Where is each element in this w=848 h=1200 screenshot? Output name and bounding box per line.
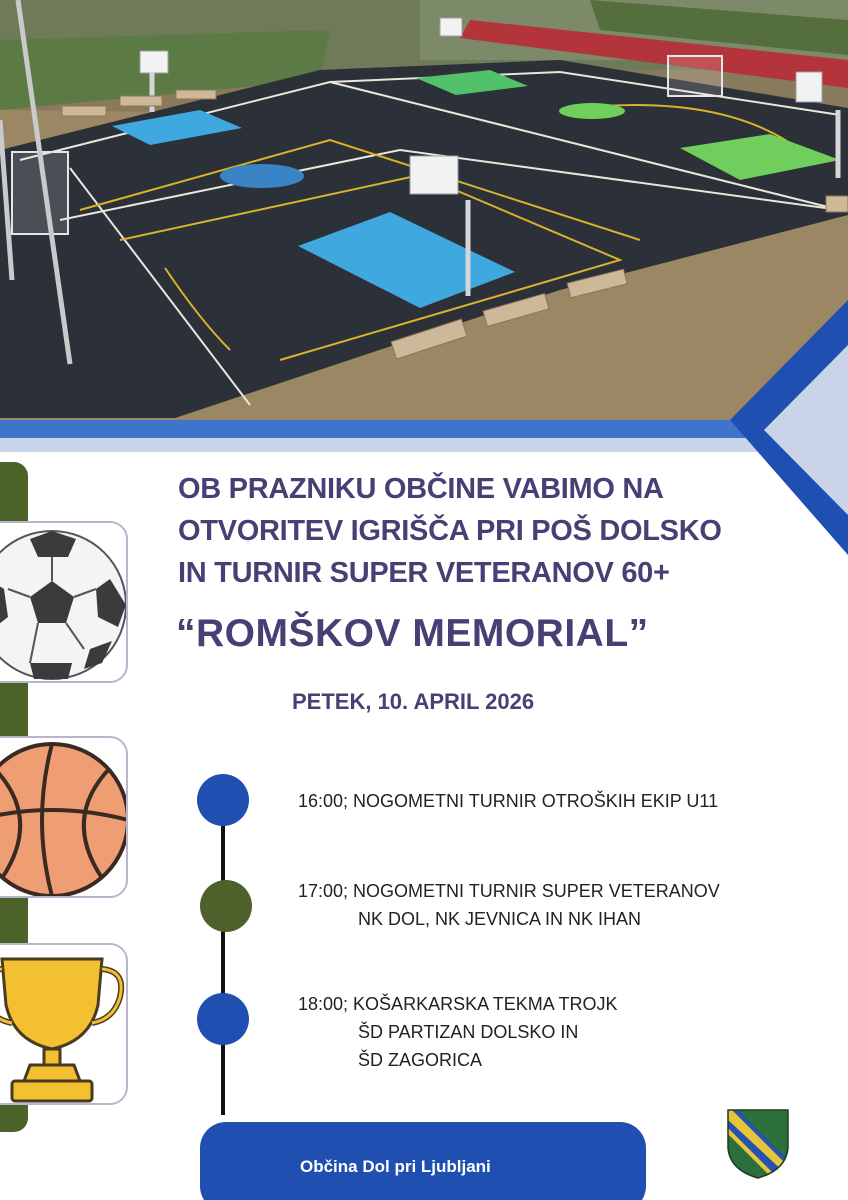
- header-band-blue: [0, 420, 760, 438]
- schedule-item-2: [298, 877, 720, 933]
- schedule-item-3-line-3: ŠD ZAGORICA: [358, 1050, 483, 1070]
- trophy-tile: [0, 943, 128, 1105]
- timeline-dot-1: [197, 774, 249, 826]
- schedule-item-3-line-2: ŠD PARTIZAN DOLSKO IN: [358, 1022, 579, 1042]
- timeline-dot-2: [200, 880, 252, 932]
- basketball-tile: [0, 736, 128, 898]
- municipality-crest-icon: [726, 1108, 790, 1180]
- schedule-item-2-line-1: 17:00; NOGOMETNI TURNIR SUPER VETERANOV: [298, 881, 720, 901]
- timeline-dot-3: [197, 993, 249, 1045]
- schedule-item-1: [298, 787, 718, 815]
- soccer-ball-icon: [0, 523, 128, 683]
- event-date: PETEK, 10. APRIL 2026: [292, 689, 535, 714]
- headline-line-2: OTVORITEV IGRIŠČA PRI POŠ DOLSKO: [178, 515, 722, 547]
- headline-line-3: IN TURNIR SUPER VETERANOV 60+: [178, 557, 670, 589]
- organizer-footer: [200, 1122, 646, 1200]
- schedule-item-2-line-2: NK DOL, NK JEVNICA IN NK IHAN: [358, 909, 642, 929]
- schedule-item-1-line-1: 16:00; NOGOMETNI TURNIR OTROŠKIH EKIP U11: [298, 791, 719, 811]
- schedule-item-3: [298, 990, 617, 1074]
- organizer-name: Občina Dol pri Ljubljani: [300, 1157, 491, 1176]
- schedule-item-3-line-1: 18:00; KOŠARKARSKA TEKMA TROJK: [298, 994, 618, 1014]
- basketball-icon: [0, 738, 128, 898]
- timeline-line: [221, 800, 225, 1115]
- headline-line-1: OB PRAZNIKU OBČINE VABIMO NA: [178, 473, 664, 505]
- invitation-headline: [178, 468, 838, 594]
- hero-photo-court: [0, 0, 848, 420]
- soccer-ball-tile: [0, 521, 128, 683]
- event-title: “ROMŠKOV MEMORIAL”: [176, 612, 649, 655]
- header-band-light: [0, 438, 790, 452]
- trophy-icon: [0, 945, 128, 1105]
